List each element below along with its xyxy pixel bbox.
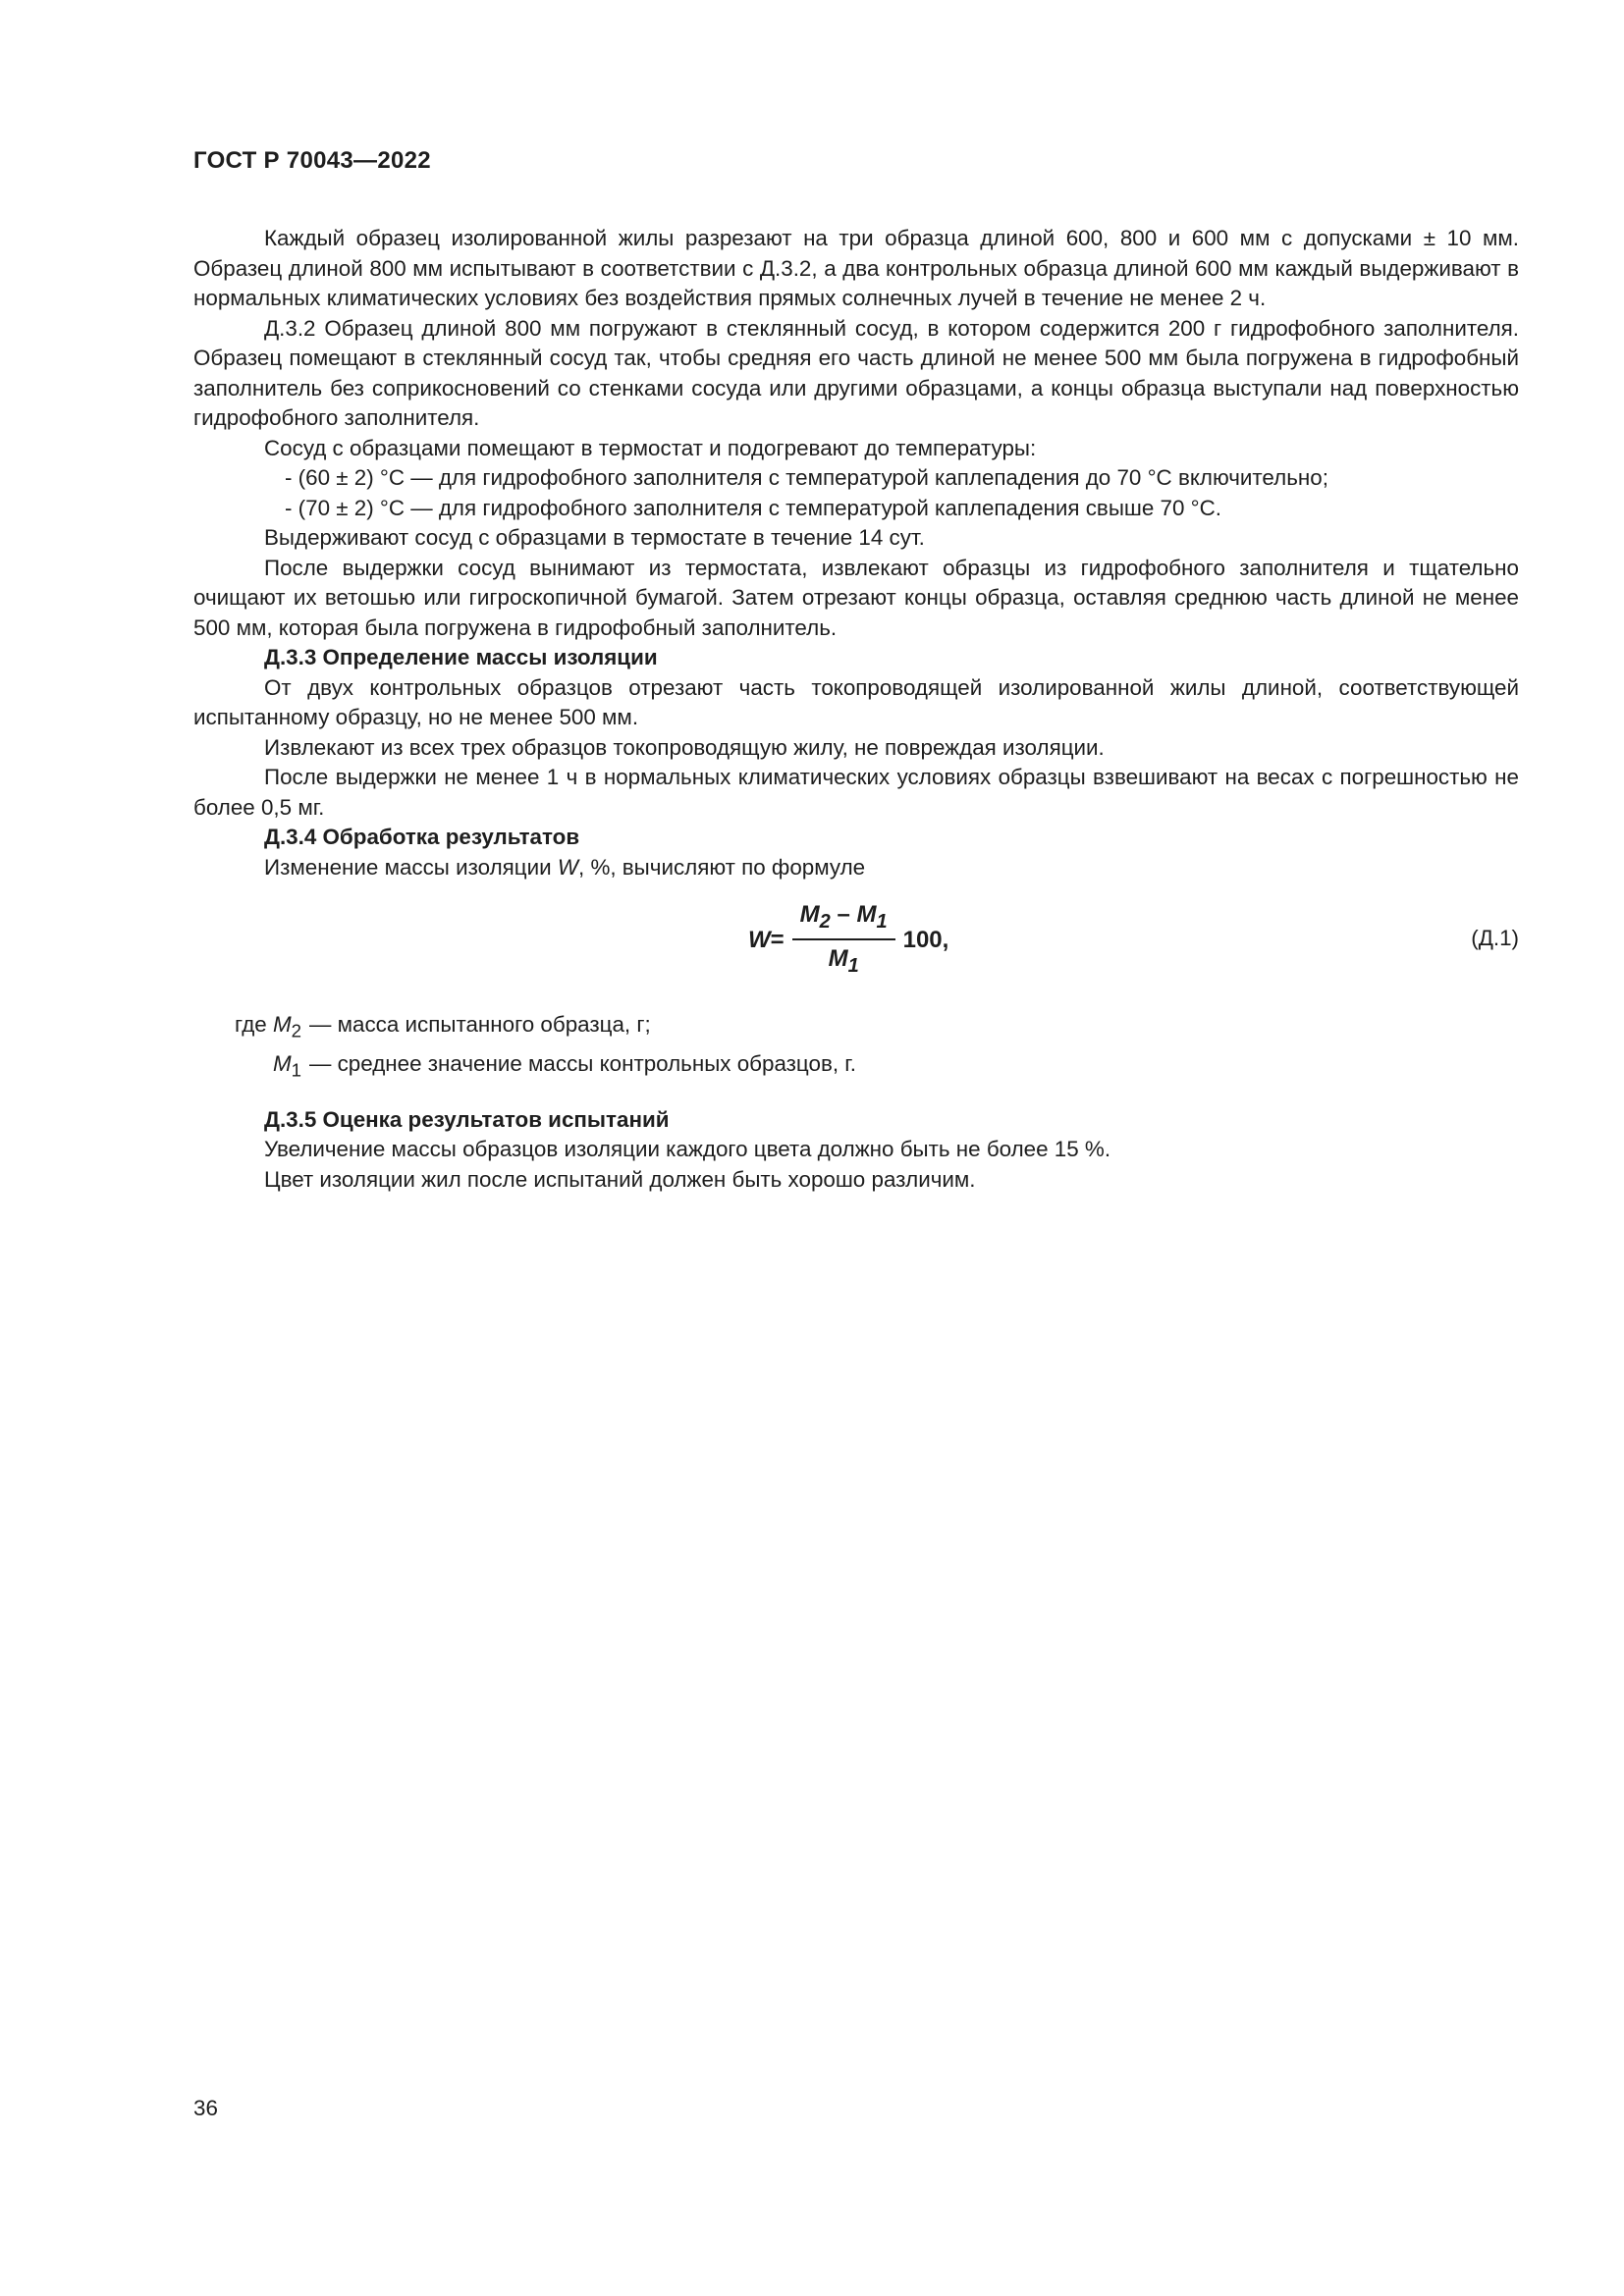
formula-numerator	[792, 900, 895, 940]
paragraph: Увеличение массы образцов изоляции каждого цвета должно быть не более 15 %.	[264, 1137, 1111, 1162]
paragraph: После выдержки не менее 1 ч в нормальных климатических условиях образцы взвешивают на весах с погрешностью не более 0,5 мг.	[193, 765, 1519, 820]
formula-fraction	[792, 900, 895, 982]
where-row	[193, 1008, 1519, 1047]
formula-subscript: 1	[847, 955, 859, 978]
section-heading: Д.3.5 Оценка результатов испытаний	[264, 1106, 670, 1132]
formula-symbol: M	[799, 901, 820, 928]
paragraph: Каждый образец изолированной жилы разрезают на три образца длиной 600, 800 и 600 мм с допусками ± 10 мм. Образец длиной 800 мм испытывают в соответствии с Д.3.2, а два контрольных образца длиной 600 мм каждый выдерживают в нормальных климатических условиях без воздействия прямых солнечных лучей в течение не менее 2 ч.	[193, 226, 1519, 310]
formula-subscript: 2	[819, 910, 831, 933]
paragraph-text: Изменение массы изоляции	[264, 854, 558, 880]
paragraph: Сосуд с образцами помещают в термостат и подогревают до температуры:	[264, 435, 1037, 460]
document-body	[193, 224, 1519, 1195]
formula-symbol: M	[828, 945, 848, 973]
paragraph	[193, 853, 1519, 883]
section-heading: Д.3.3 Определение массы изоляции	[264, 645, 658, 669]
formula-factor: 100,	[902, 927, 949, 954]
list-item: - (60 ± 2) °С — для гидрофобного заполнителя с температурой каплепадения до 70 °С включительно;	[285, 465, 1328, 490]
paragraph: Выдерживают сосуд с образцами в термостате в течение 14 сут.	[264, 525, 925, 550]
formula-equals: =	[770, 927, 785, 954]
section-heading: Д.3.4 Обработка результатов	[264, 825, 580, 849]
formula	[748, 900, 948, 982]
where-lead: где	[235, 1012, 273, 1037]
where-variable: M	[272, 1051, 292, 1077]
paragraph: После выдержки сосуд вынимают из термостата, извлекают образцы из гидрофобного заполнителя и тщательно очищают их ветошью или гигроскопичной бумагой. Затем отрезают концы образца, оставляя среднюю часть длиной не менее 500 мм, которая была погружена в гидрофобный заполнитель.	[193, 555, 1519, 640]
where-description: — среднее значение массы контрольных образцов, г.	[309, 1051, 856, 1077]
where-subscript: 1	[291, 1059, 301, 1081]
formula-symbol: M	[856, 901, 877, 928]
paragraph: От двух контрольных образцов отрезают часть токопроводящей изолированной жилы длиной, соответствующей испытанному образцу, но не менее 500 мм.	[193, 674, 1519, 729]
page-number: 36	[193, 2096, 218, 2120]
where-subscript: 2	[291, 1020, 301, 1041]
where-row	[193, 1047, 1519, 1087]
formula-subscript: 1	[876, 910, 888, 933]
paragraph: Извлекают из всех трех образцов токопроводящую жилу, не повреждая изоляции.	[264, 734, 1105, 760]
formula-minus: –	[830, 901, 857, 928]
formula-number: (Д.1)	[1471, 926, 1519, 950]
list-item: - (70 ± 2) °С — для гидрофобного заполнителя с температурой каплепадения свыше 70 °С.	[285, 495, 1222, 520]
document-header: ГОСТ Р 70043—2022	[193, 147, 431, 174]
where-description: — масса испытанного образца, г;	[309, 1012, 651, 1037]
where-variable: M	[272, 1012, 292, 1037]
where-symbol	[193, 1047, 309, 1087]
formula-lhs: W	[748, 927, 771, 954]
where-symbol	[193, 1008, 309, 1047]
formula-block	[193, 900, 1519, 990]
paragraph: Д.3.2 Образец длиной 800 мм погружают в стеклянный сосуд, в котором содержится 200 г гидрофобного заполнителя. Образец помещают в стеклянный сосуд так, чтобы средняя его часть длиной не менее 500 мм была погружена в гидрофобный заполнитель без соприкосновений со стенками сосуда или другими образцами, а концы образца выступали над поверхностью гидрофобного заполнителя.	[193, 315, 1519, 430]
paragraph: Цвет изоляции жил после испытаний должен быть хорошо различим.	[264, 1166, 976, 1192]
spacer	[193, 1088, 1519, 1105]
paragraph-text: , %, вычисляют по формуле	[578, 854, 866, 880]
where-block	[193, 1008, 1519, 1088]
variable: W	[557, 854, 578, 880]
formula-denominator	[829, 940, 859, 981]
